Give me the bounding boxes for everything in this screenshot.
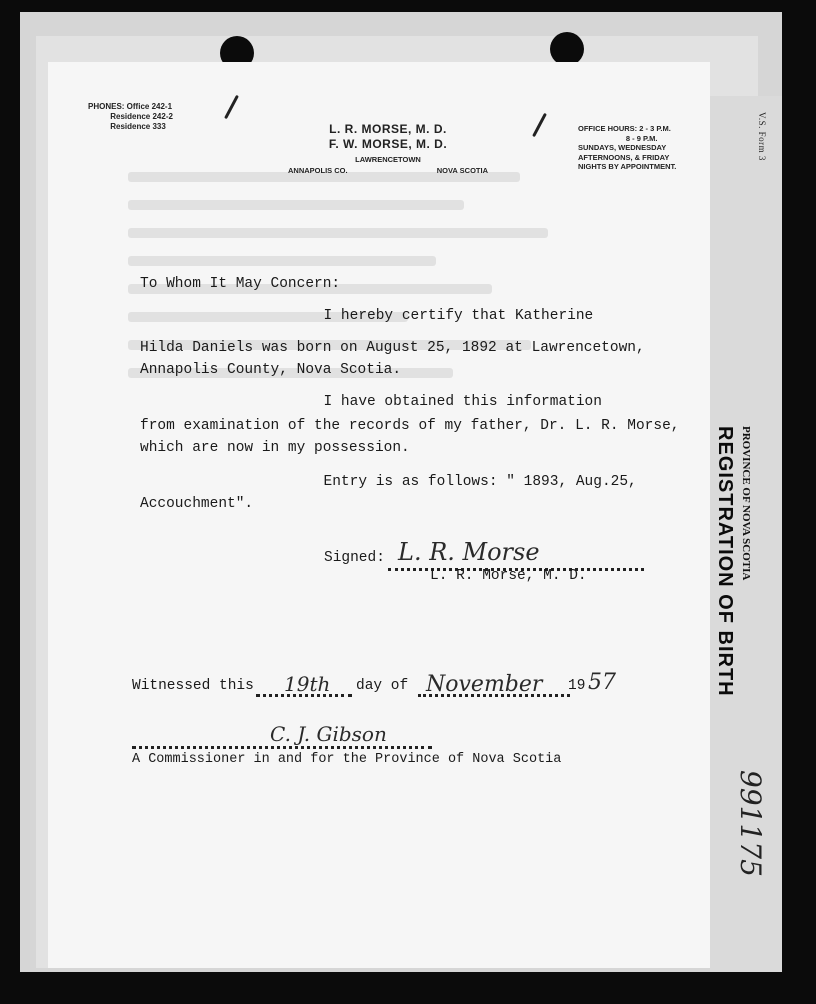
body-line: from examination of the records of my father, Dr. L. R. Morse, bbox=[140, 418, 680, 434]
doctor-name-1: L. R. MORSE, M. D. bbox=[329, 122, 447, 136]
province-heading: PROVINCE OF NOVA SCOTIA bbox=[740, 426, 752, 581]
body-line: Entry is as follows: " 1893, Aug.25, bbox=[280, 474, 637, 490]
province-name: NOVA SCOTIA bbox=[436, 166, 488, 175]
witness-year-prefix: 19 bbox=[568, 678, 586, 694]
letter-page bbox=[48, 62, 710, 968]
witness-day: 19th bbox=[284, 672, 331, 696]
signed-label: Signed: bbox=[324, 550, 385, 566]
pencil-tick-right bbox=[532, 113, 547, 137]
handwritten-signature: L. R. Morse bbox=[398, 538, 540, 566]
phone-numbers bbox=[88, 102, 173, 132]
hours-line: AFTERNOONS, & FRIDAY bbox=[578, 152, 670, 162]
body-line: I hereby certify that Katherine bbox=[280, 308, 594, 324]
phone-line: Residence 333 bbox=[88, 122, 166, 131]
letterhead-names bbox=[278, 122, 498, 175]
show-through-text bbox=[128, 172, 688, 812]
witness-label: Witnessed this bbox=[132, 678, 254, 694]
body-line: Hilda Daniels was born on August 25, 1892 at Lawrencetown, bbox=[140, 340, 645, 356]
pencil-tick-left bbox=[224, 95, 239, 119]
registration-number: 991175 bbox=[734, 770, 767, 877]
phone-line: Residence 242-2 bbox=[88, 112, 173, 121]
county-name: ANNAPOLIS CO. bbox=[288, 166, 348, 175]
doctor-name-2: F. W. MORSE, M. D. bbox=[328, 137, 448, 151]
body-line: which are now in my possession. bbox=[140, 440, 410, 456]
commissioner-signature: C. J. Gibson bbox=[270, 722, 387, 746]
body-line: I have obtained this information bbox=[280, 394, 602, 410]
phone-line: PHONES: Office 242-1 bbox=[88, 102, 173, 111]
commissioner-label: A Commissioner in and for the Province of Nova Scotia bbox=[132, 752, 562, 767]
printed-signer-name: L. R. Morse, M. D. bbox=[430, 568, 587, 584]
office-hours bbox=[578, 124, 676, 172]
county-line bbox=[288, 166, 488, 175]
town-name: LAWRENCETOWN bbox=[355, 155, 421, 164]
body-line: Accouchment". bbox=[140, 496, 254, 512]
salutation: To Whom It May Concern: bbox=[140, 276, 341, 292]
registration-heading: REGISTRATION OF BIRTH bbox=[714, 426, 736, 697]
hours-line: OFFICE HOURS: 2 - 3 P.M. bbox=[578, 124, 671, 133]
witness-year: 57 bbox=[588, 670, 616, 695]
witness-month: November bbox=[426, 672, 543, 697]
witness-day-of-label: day of bbox=[356, 678, 409, 694]
hours-line: NIGHTS BY APPOINTMENT. bbox=[578, 162, 677, 171]
hours-line: SUNDAYS, WEDNESDAY bbox=[578, 143, 667, 152]
form-label: V.S. Form 3 bbox=[757, 112, 767, 161]
punch-hole-right bbox=[550, 32, 584, 66]
hours-line: 8 - 9 P.M. bbox=[578, 133, 658, 143]
body-line: Annapolis County, Nova Scotia. bbox=[140, 362, 402, 378]
commissioner-dotted-line bbox=[132, 746, 432, 749]
